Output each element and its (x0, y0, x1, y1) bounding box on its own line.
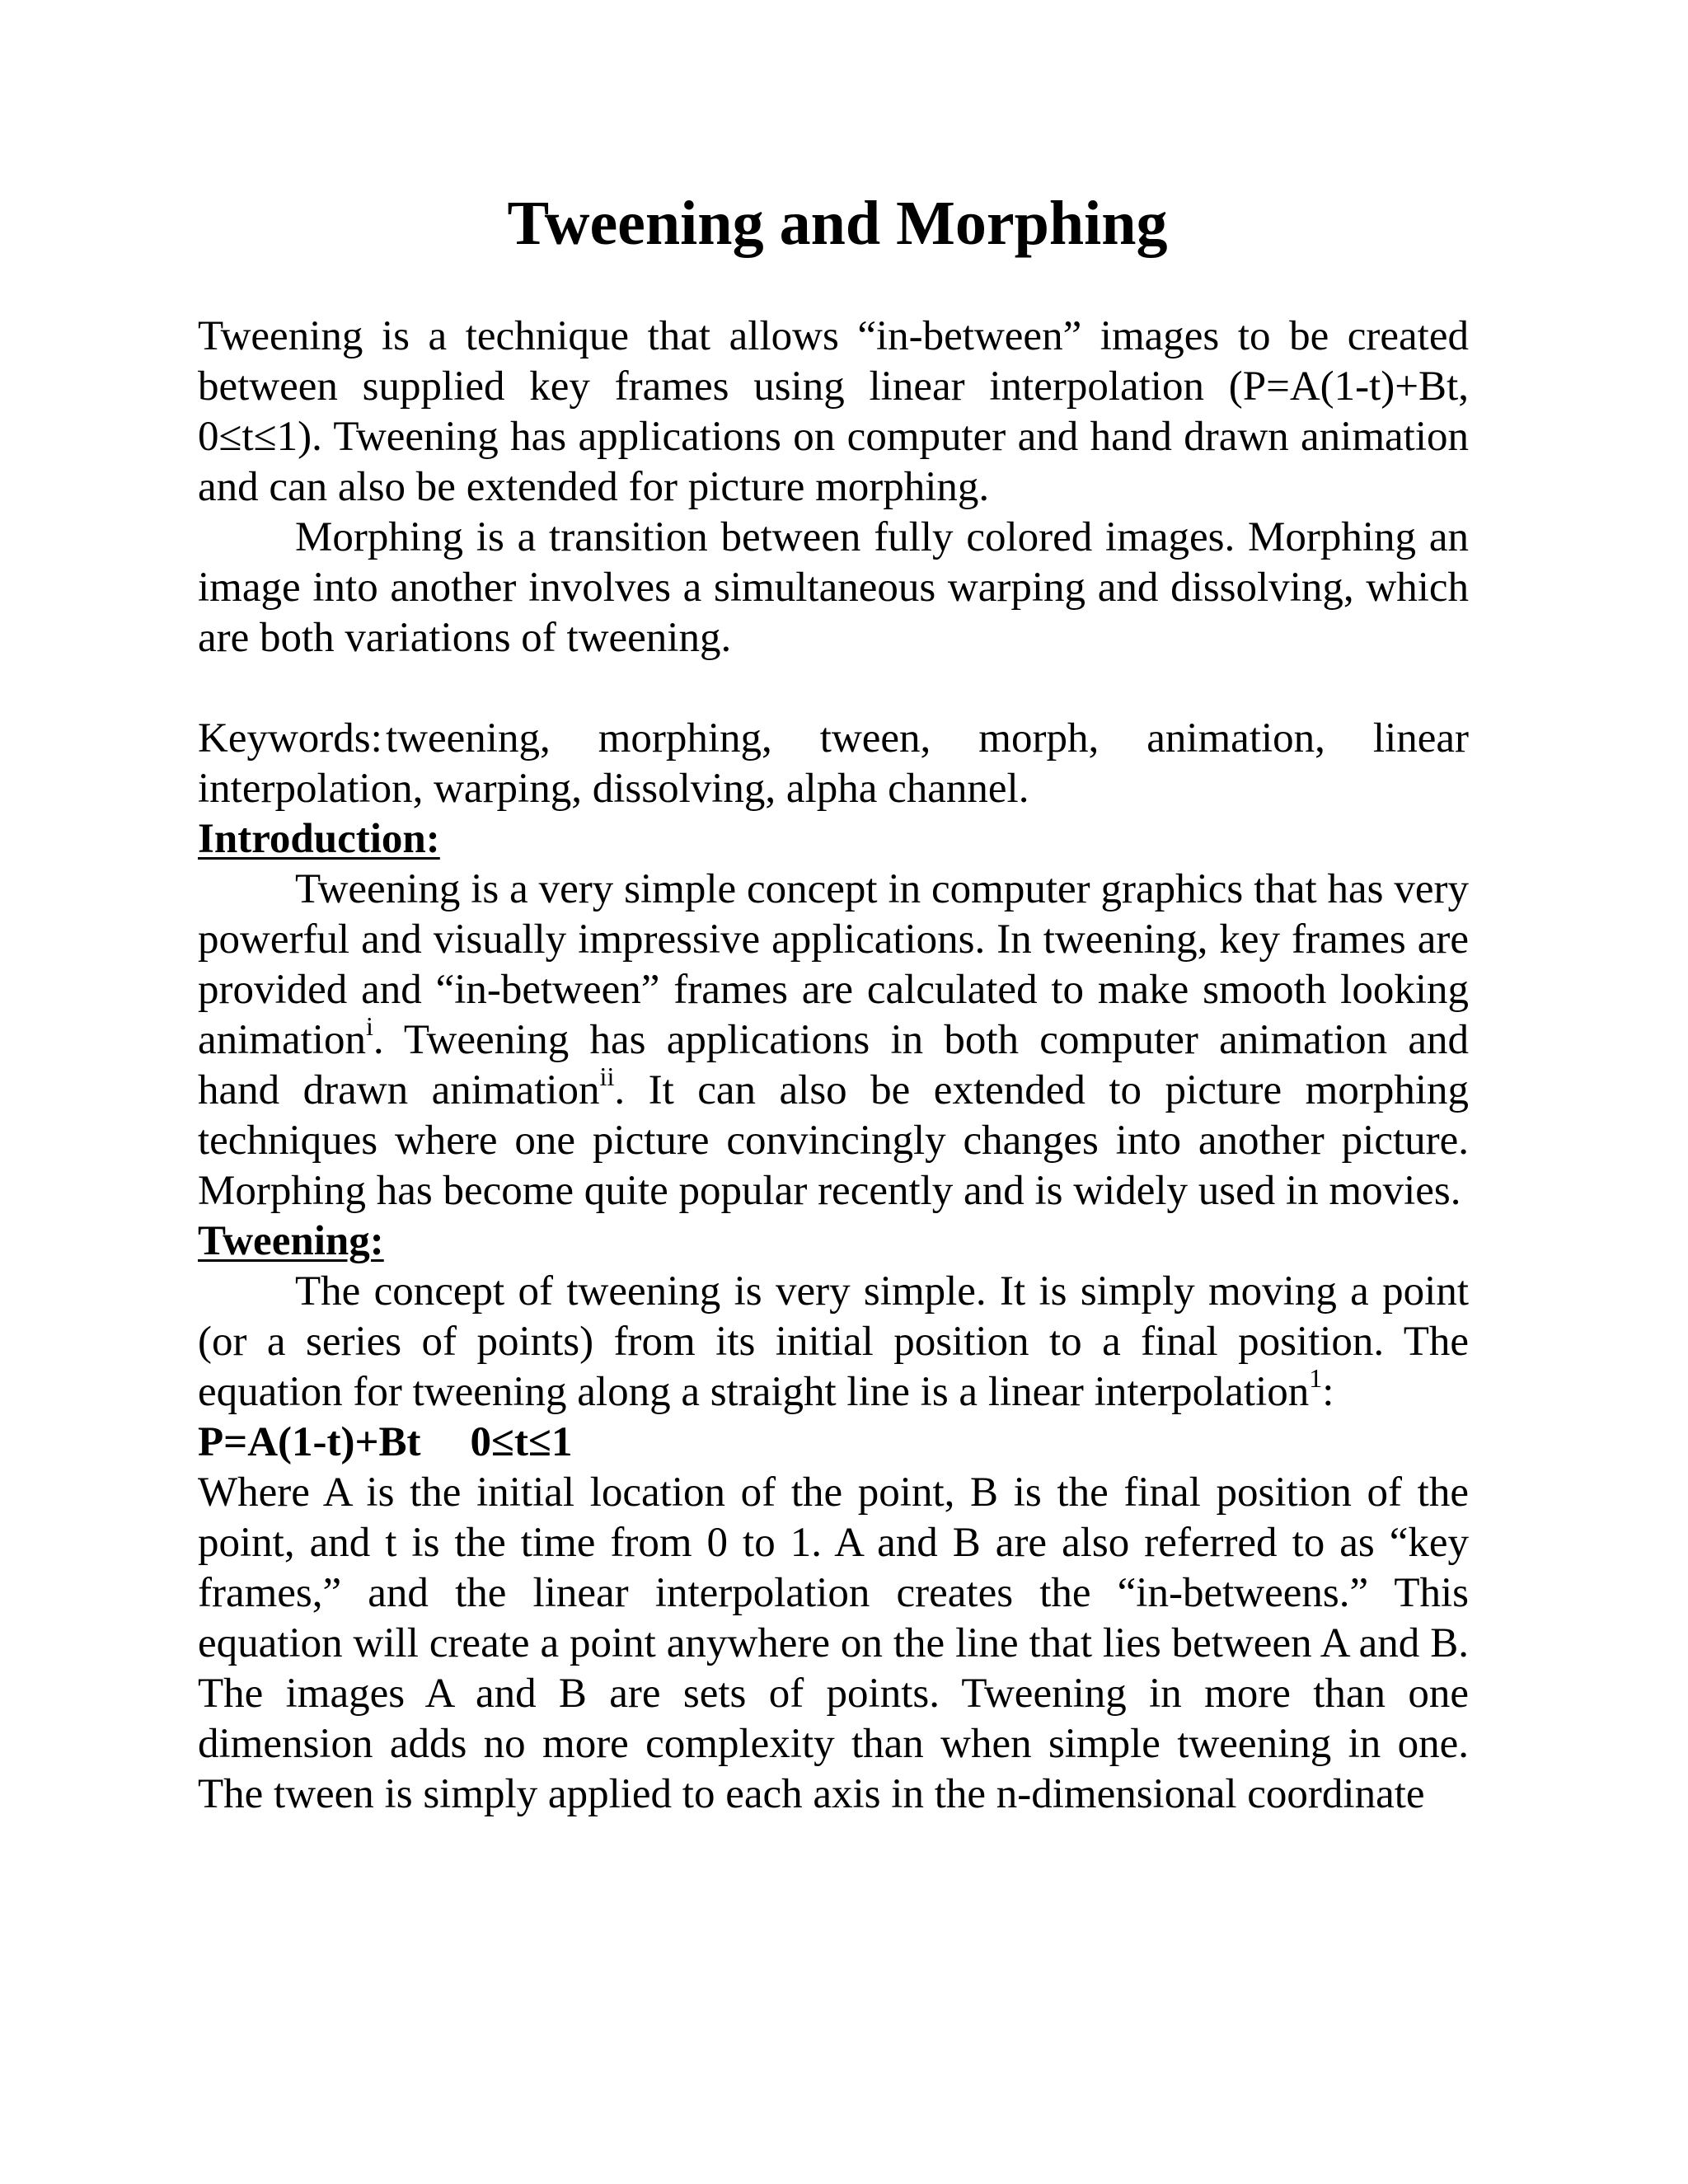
footnote-marker-i: i (365, 1011, 373, 1041)
document-title: Tweening and Morphing (507, 189, 1168, 258)
tweening-text-a: The concept of tweening is very simple. It is simply moving a point (or a series of points) from its initial position to a final position. The equation for tweening along a straight line is a linear interpolation (198, 1268, 1469, 1415)
tweening-text-b: : (1322, 1369, 1334, 1415)
introduction-text-a: Tweening is a very simple concept in computer graphics that has very powerful and visually impressive applications. In tweening, key frames are provided and “in-between” frames are calculated to make smooth looking animation (198, 866, 1469, 1063)
paragraph-spacer (198, 663, 1469, 714)
tweening-equation (198, 1418, 1469, 1468)
tweening-paragraph (198, 1267, 1469, 1418)
tweening-heading: Tweening: (198, 1218, 384, 1264)
introduction-paragraph (198, 865, 1469, 1216)
keywords-paragraph (198, 714, 1469, 814)
document-page (198, 186, 1469, 1820)
equation-formula: P=A(1-t)+Bt (198, 1419, 421, 1465)
abstract-paragraph-1: Tweening is a technique that allows “in-between” images to be created between supplied key frames using linear interpolation (P=A(1-t)+Bt, 0≤t≤1). Tweening has applications on computer and hand drawn animation and can also be extended for picture morphing. (198, 313, 1469, 510)
footnote-marker-1: 1 (1309, 1363, 1323, 1393)
footnote-marker-ii: ii (599, 1062, 615, 1091)
introduction-text-c: . It can also be extended to picture morphing techniques where one picture convincingly changes into another picture. Morphing has become quite popular recently and is widely used in movies. (198, 1067, 1469, 1214)
tweening-explanation-paragraph: Where A is the initial location of the point, B is the final position of the point, and t is the time from 0 to 1. A and B are also referred to as “key frames,” and the linear interpolation creates the “in-betweens.” This equation will create a point anywhere on the line that lies between A and B. The images A and B are sets of points. Tweening in more than one dimension adds no more complexity than when simple tweening in one. The tween is simply applied to each axis in the n-dimensional coordinate (198, 1469, 1469, 1817)
introduction-heading: Introduction: (198, 816, 440, 862)
equation-range: 0≤t≤1 (470, 1419, 573, 1465)
introduction-text-b: . Tweening has applications in both computer animation and hand drawn animation (198, 1017, 1469, 1113)
keywords-text: tweening, morphing, tween, morph, animation, linear interpolation, warping, dissolving, alpha channel. (198, 715, 1469, 812)
abstract-paragraph-2: Morphing is a transition between fully colored images. Morphing an image into another involves a simultaneous warping and dissolving, which are both variations of tweening. (198, 514, 1469, 661)
keywords-label: Keywords: (198, 715, 382, 762)
